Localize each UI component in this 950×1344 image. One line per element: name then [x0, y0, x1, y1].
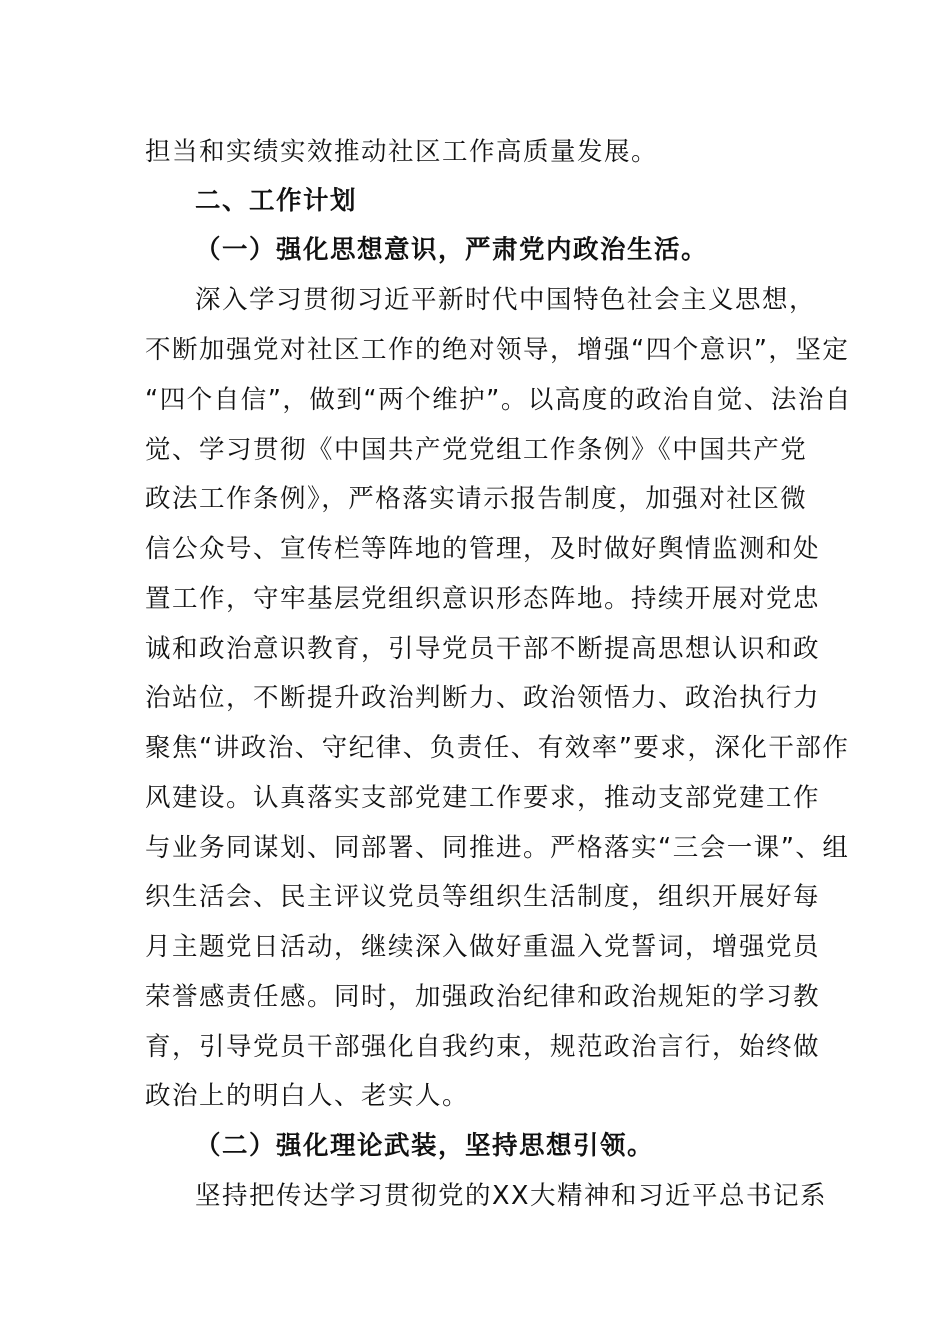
- body-text-line: 织生活会、民主评议党员等组织生活制度，组织开展好每: [145, 882, 821, 912]
- body-text-line: “四个自信”，做到“两个维护”。以高度的政治自觉、法治自: [145, 385, 852, 415]
- body-text-line: 深入学习贯彻习近平新时代中国特色社会主义思想，: [195, 285, 817, 315]
- body-text-line: 治站位，不断提升政治判断力、政治领悟力、政治执行力: [145, 683, 821, 713]
- body-text-line: 政法工作条例》，严格落实请示报告制度，加强对社区微: [145, 484, 808, 514]
- body-text-line: 置工作，守牢基层党组织意识形态阵地。持续开展对党忠: [145, 584, 821, 614]
- body-text-line: 不断加强党对社区工作的绝对领导，增强“四个意识”，坚定: [145, 335, 850, 365]
- subsection-heading: （一）强化思想意识，严肃党内政治生活。: [195, 235, 709, 265]
- body-text-line: 诚和政治意识教育，引导党员干部不断提高思想认识和政: [145, 634, 821, 664]
- body-text-line: 觉、学习贯彻《中国共产党党组工作条例》《中国共产党: [145, 435, 808, 465]
- body-text-line: 聚焦“讲政治、守纪律、负责任、有效率”要求，深化干部作: [145, 733, 850, 763]
- subsection-heading: （二）强化理论武装，坚持思想引领。: [195, 1131, 655, 1161]
- body-text-line: 信公众号、宣传栏等阵地的管理，及时做好舆情监测和处: [145, 534, 821, 564]
- body-text-line: 荣誉感责任感。同时，加强政治纪律和政治规矩的学习教: [145, 982, 821, 1012]
- body-text-line: 与业务同谋划、同部署、同推进。严格落实“三会一课”、组: [145, 833, 850, 863]
- section-heading: 二、工作计划: [195, 186, 358, 216]
- body-text-line: 坚持把传达学习贯彻党的XX大精神和习近平总书记系: [195, 1181, 827, 1211]
- body-text-line: 月主题党日活动，继续深入做好重温入党誓词，增强党员: [145, 932, 821, 962]
- body-text-line: 育，引导党员干部强化自我约束，规范政治言行，始终做: [145, 1032, 821, 1062]
- body-text-line: 担当和实绩实效推动社区工作高质量发展。: [145, 137, 659, 167]
- body-text-line: 风建设。认真落实支部党建工作要求，推动支部党建工作: [145, 783, 821, 813]
- body-text-line: 政治上的明白人、老实人。: [145, 1081, 470, 1111]
